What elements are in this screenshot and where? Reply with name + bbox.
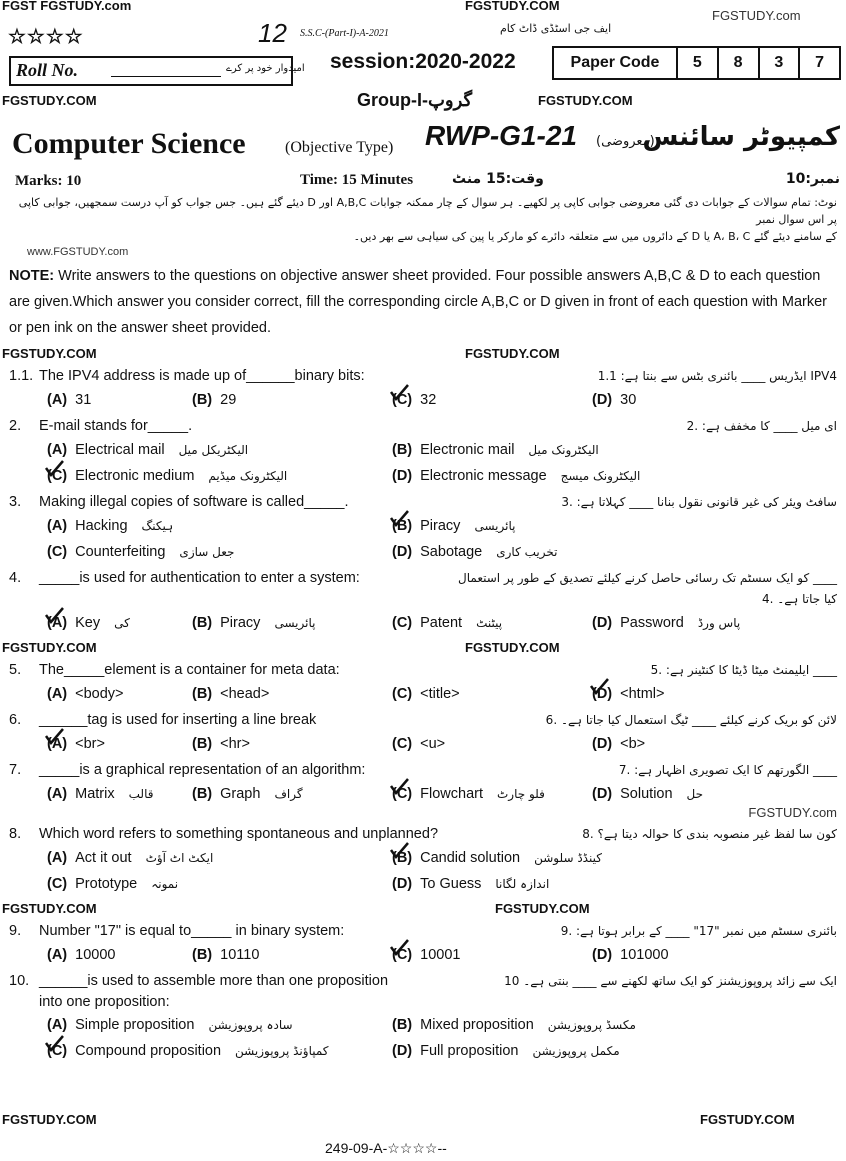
options-row xyxy=(47,610,837,636)
answer-tick-mark-icon xyxy=(388,841,410,861)
option-letter: (D) xyxy=(392,876,413,892)
question-header xyxy=(9,921,837,942)
option-a xyxy=(47,942,192,968)
option-text: Matrix xyxy=(75,786,115,802)
question-urdu: ای میل ____ کا مخفف ہے: .2 xyxy=(686,419,837,433)
option-letter: (A) xyxy=(47,736,68,752)
option-text: <u> xyxy=(420,736,446,752)
option-letter: (C) xyxy=(392,947,413,963)
option-text: 32 xyxy=(420,392,437,408)
options-row xyxy=(47,437,837,463)
answer-tick-mark-icon xyxy=(43,1034,65,1054)
option-a xyxy=(47,681,192,707)
option-letter: (D) xyxy=(592,736,613,752)
note-text: Write answers to the questions on objective answer sheet provided. Four possible answers A,B,C & D to each question are given.Which answer you consider correct, fill the corresponding circle A,B,C or D given in front of each question with Marker or pen ink on the answer sheet provided. xyxy=(9,268,828,336)
question xyxy=(9,971,837,1064)
question-number: 3. xyxy=(9,494,22,510)
question-number: 5. xyxy=(9,662,22,678)
option-letter: (D) xyxy=(392,544,413,560)
question-header xyxy=(9,710,837,731)
option-d xyxy=(392,871,837,897)
options-row xyxy=(47,731,837,757)
options-row xyxy=(47,681,837,707)
roll-number-box[interactable] xyxy=(9,56,305,86)
question-urdu: ____ الگورتھم کا ایک تصویری اظہار ہے: .7 xyxy=(618,763,837,777)
option-text: 10001 xyxy=(420,947,461,963)
question-english xyxy=(9,760,439,781)
option-text: <body> xyxy=(75,686,124,702)
option-d xyxy=(392,1038,837,1064)
option-letter: (A) xyxy=(47,615,68,631)
option-a xyxy=(47,845,392,871)
watermark: FGSTUDY.com xyxy=(712,8,801,23)
option-text: <title> xyxy=(420,686,460,702)
question-header xyxy=(9,416,837,437)
answer-tick-mark-icon xyxy=(388,938,410,958)
option-text: To Guess xyxy=(420,876,482,892)
option-c xyxy=(47,1038,392,1064)
question xyxy=(9,760,837,821)
answer-tick-mark-icon xyxy=(388,383,410,403)
option-d xyxy=(592,942,837,968)
option-c xyxy=(47,539,392,565)
options-row xyxy=(47,781,837,820)
watermark: FGSTUDY.com xyxy=(748,805,837,820)
session: session:2020-2022 xyxy=(330,50,516,73)
option-urdu: کی xyxy=(114,616,130,630)
question-urdu: لائن کو بریک کرنے کیلئے ____ ٹیگ استعمال کیا جاتا ہے۔ .6 xyxy=(545,713,837,727)
question xyxy=(9,710,837,757)
option-text: Electronic message xyxy=(420,468,547,484)
option-b xyxy=(192,731,392,757)
option-urdu: پائریسی xyxy=(474,519,516,533)
option-text: <html> xyxy=(620,686,665,702)
answer-tick-mark-icon xyxy=(588,677,610,697)
title-urdu: کمپیوٹر سائنس xyxy=(642,122,840,152)
watermark: FGSTUDY.COM xyxy=(465,346,560,361)
option-letter: (B) xyxy=(392,442,413,458)
option-text: Prototype xyxy=(75,876,138,892)
option-letter: (D) xyxy=(592,786,613,802)
option-urdu: الیکٹرونک میسج xyxy=(560,469,641,483)
option-urdu: قالب xyxy=(128,787,154,801)
option-letter: (D) xyxy=(592,686,613,702)
option-letter: (B) xyxy=(192,686,213,702)
option-letter: (B) xyxy=(392,518,413,534)
option-urdu: جعل سازی xyxy=(179,545,235,559)
option-text: Piracy xyxy=(420,518,461,534)
option-letter: (D) xyxy=(592,392,613,408)
option-letter: (D) xyxy=(392,468,413,484)
option-a xyxy=(47,1012,392,1038)
question xyxy=(9,568,837,636)
option-text: <head> xyxy=(220,686,270,702)
answer-tick-mark-icon xyxy=(43,727,65,747)
option-c xyxy=(47,871,392,897)
option-b xyxy=(192,942,392,968)
option-b xyxy=(192,681,392,707)
question-english xyxy=(9,660,439,681)
option-letter: (C) xyxy=(47,544,68,560)
options-row xyxy=(47,513,837,539)
watermark: FGSTUDY.COM xyxy=(465,0,560,13)
option-c xyxy=(392,942,592,968)
handwritten-number: 12 xyxy=(258,18,287,48)
option-a xyxy=(47,387,192,413)
option-urdu: فلو چارٹ xyxy=(497,787,545,801)
question-english xyxy=(9,824,439,845)
option-text: Key xyxy=(75,615,101,631)
option-text: <hr> xyxy=(220,736,250,752)
option-letter: (C) xyxy=(47,1043,68,1059)
answer-tick-mark-icon xyxy=(388,777,410,797)
option-text: 31 xyxy=(75,392,92,408)
option-d xyxy=(592,781,837,807)
paper-code-digit: 5 xyxy=(678,48,719,78)
note xyxy=(9,263,837,341)
option-c xyxy=(392,731,592,757)
option-letter: (C) xyxy=(392,736,413,752)
answer-tick-mark-icon xyxy=(388,509,410,529)
option-letter: (B) xyxy=(392,850,413,866)
exam-body xyxy=(2,194,837,1064)
option-d xyxy=(592,681,837,707)
options-row xyxy=(47,871,837,897)
subtitle-urdu: (معروضی) xyxy=(596,134,655,149)
question-header xyxy=(9,760,837,781)
option-a xyxy=(47,781,192,807)
option-urdu: سادہ پروپوزیشن xyxy=(208,1018,293,1032)
question xyxy=(9,366,837,413)
group: Group-I-گروپ xyxy=(357,90,473,110)
question-text: The_____element is a container for meta data: xyxy=(39,662,340,678)
answer-tick-mark-icon xyxy=(43,459,65,479)
option-letter: (C) xyxy=(392,615,413,631)
question-text: _____is a graphical representation of an algorithm: xyxy=(39,762,366,778)
option-urdu: الیکٹریکل میل xyxy=(178,443,249,457)
option-letter: (A) xyxy=(47,786,68,802)
watermark: FGSTUDY.COM xyxy=(465,640,560,655)
option-text: Hacking xyxy=(75,518,128,534)
option-letter: (C) xyxy=(47,468,68,484)
question-english xyxy=(9,416,439,437)
option-urdu: پائریسی xyxy=(274,616,316,630)
question-english xyxy=(9,366,439,387)
option-c xyxy=(392,610,592,636)
time: Time: 15 Minutes xyxy=(300,172,414,188)
watermark: FGSTUDY.COM xyxy=(2,93,97,108)
option-letter: (B) xyxy=(192,947,213,963)
question xyxy=(9,416,837,489)
question-urdu: ____ ایلیمنٹ میٹا ڈیٹا کا کنٹینر ہے: .5 xyxy=(650,663,837,677)
option-text: Patent xyxy=(420,615,463,631)
option-b xyxy=(392,437,837,463)
paper-code-box xyxy=(552,46,841,80)
option-letter: (D) xyxy=(592,947,613,963)
marks-urdu: نمبر:10 xyxy=(785,171,840,187)
question-text: Which word refers to something spontaneous and unplanned? xyxy=(39,826,439,842)
option-letter: (C) xyxy=(392,392,413,408)
question-header xyxy=(9,366,837,387)
question-header xyxy=(9,568,837,610)
note-urdu: کے سامنے دیئے گئے A، B، C یا D کے دائروں میں سے متعلقہ دائرے کو مارکر یا پین کی سیاہی سے بھر دیں۔ xyxy=(353,230,837,243)
watermark: www.FGSTUDY.com xyxy=(27,246,129,258)
option-urdu: الیکٹرونک میڈیم xyxy=(208,469,288,483)
answer-tick-mark-icon xyxy=(43,606,65,626)
option-text: Full proposition xyxy=(420,1043,519,1059)
option-urdu: کمپاؤنڈ پروپوزیشن xyxy=(235,1044,329,1058)
watermark-row xyxy=(2,900,837,918)
option-text: Password xyxy=(620,615,684,631)
options-row xyxy=(47,1038,837,1064)
option-text: Graph xyxy=(220,786,261,802)
option-urdu: ایکٹ اٹ آؤٹ xyxy=(145,851,214,865)
option-text: Mixed proposition xyxy=(420,1017,534,1033)
watermark: FGSTUDY.COM xyxy=(700,1112,795,1127)
options-row xyxy=(47,1012,837,1038)
question-english xyxy=(9,492,439,513)
option-urdu: حل xyxy=(686,787,704,801)
option-text: Candid solution xyxy=(420,850,521,866)
question-english xyxy=(9,568,439,589)
question-header xyxy=(9,492,837,513)
option-letter: (C) xyxy=(392,686,413,702)
option-text: 10000 xyxy=(75,947,116,963)
note-urdu: نوٹ: تمام سوالات کے جوابات دی گئی معروضی جوابی کاپی پر لکھیے۔ ہر سوال کے چار ممکنہ جوابات A,B,C اور D دیئے گئے ہیں۔ جس جواب کو آپ درست سمجھیں، جوابی کاپی پر اس سوال نمبر xyxy=(18,196,837,226)
option-urdu: پیٹنٹ xyxy=(476,616,503,630)
question-urdu: بائنری سسٹم میں نمبر "17" ____ کے برابر ہوتا ہے: .9 xyxy=(560,924,837,938)
roll-urdu: امیدوار خود پر کرے xyxy=(226,63,305,74)
question-urdu: ایک سے زائد پروپوزیشنز کو ایک ساتھ لکھنے سے ____ بنتی ہے۔ 10 xyxy=(504,974,837,988)
option-urdu: الیکٹرونک میل xyxy=(528,443,599,457)
option-d xyxy=(592,731,837,757)
option-letter: (B) xyxy=(192,392,213,408)
option-text: Electronic mail xyxy=(420,442,515,458)
subject-title: Computer Science xyxy=(12,127,246,160)
option-text: Counterfeiting xyxy=(75,544,166,560)
option-a xyxy=(47,731,192,757)
options-row xyxy=(47,539,837,565)
option-letter: (B) xyxy=(192,736,213,752)
question-number: 2. xyxy=(9,418,22,434)
option-b xyxy=(392,845,837,871)
question-number: 8. xyxy=(9,826,22,842)
question-header xyxy=(9,824,837,845)
option-b xyxy=(192,781,392,807)
question-number: 6. xyxy=(9,712,22,728)
option-urdu: تخریب کاری xyxy=(496,545,558,559)
option-urdu: ہیکنگ xyxy=(141,519,174,533)
option-b xyxy=(392,513,837,539)
option-text: Flowchart xyxy=(420,786,483,802)
option-urdu: اندازہ لگانا xyxy=(495,877,550,891)
question-english xyxy=(9,971,439,992)
option-text: 10110 xyxy=(220,947,260,963)
question-text-continued: into one proposition: xyxy=(39,994,170,1010)
option-letter: (A) xyxy=(47,850,68,866)
question-text: Making illegal copies of software is called_____. xyxy=(39,494,349,510)
option-text: Simple proposition xyxy=(75,1017,195,1033)
option-d xyxy=(392,539,837,565)
question-text: ______is used to assemble more than one proposition xyxy=(39,973,389,989)
option-b xyxy=(392,1012,837,1038)
option-letter: (D) xyxy=(592,615,613,631)
option-text: Act it out xyxy=(75,850,132,866)
option-text: Solution xyxy=(620,786,673,802)
option-letter: (A) xyxy=(47,392,68,408)
time-urdu: وقت:15 منٹ xyxy=(452,171,544,187)
option-urdu: گراف xyxy=(274,787,303,801)
option-text: Compound proposition xyxy=(75,1043,222,1059)
question-text: E-mail stands for_____. xyxy=(39,418,193,434)
option-c xyxy=(392,387,592,413)
paper-code-digit: 8 xyxy=(719,48,760,78)
option-letter: (B) xyxy=(192,786,213,802)
option-text: Electronic medium xyxy=(75,468,195,484)
option-text: Electrical mail xyxy=(75,442,165,458)
question-text: Number "17" is equal to_____ in binary system: xyxy=(39,923,345,939)
question-urdu: ____ کو ایک سسٹم تک رسائی حاصل کرنے کیلئے تصدیق کے طور پر استعمال کیا جاتا ہے۔ .4 xyxy=(458,571,837,606)
option-letter: (B) xyxy=(192,615,213,631)
option-d xyxy=(592,610,837,636)
watermark: FGSTUDY.COM xyxy=(2,346,97,361)
options-row xyxy=(47,942,837,968)
option-urdu: پاس ورڈ xyxy=(697,616,741,630)
option-urdu: مکسڈ پروپوزیشن xyxy=(547,1018,636,1032)
question-list xyxy=(2,366,837,1064)
question xyxy=(9,492,837,565)
option-c xyxy=(392,681,592,707)
option-b xyxy=(192,610,392,636)
exam-name: S.S.C-(Part-I)-A-2021 xyxy=(300,28,389,39)
option-letter: (A) xyxy=(47,947,68,963)
option-text: 101000 xyxy=(620,947,669,963)
paper-code-label: Paper Code xyxy=(554,48,678,78)
option-letter: (C) xyxy=(47,876,68,892)
question-text: ______tag is used for inserting a line break xyxy=(39,712,317,728)
watermark: FGSTUDY.COM xyxy=(2,1112,97,1127)
option-c xyxy=(392,781,592,807)
question-urdu: کون سا لفظ غیر منصوبہ بندی کا حوالہ دیتا ہے؟ .8 xyxy=(582,827,837,841)
option-letter: (C) xyxy=(392,786,413,802)
watermark: FGST FGSTUDY.com xyxy=(2,0,132,13)
question-header xyxy=(9,971,837,992)
option-text: Piracy xyxy=(220,615,261,631)
watermark: FGSTUDY.COM xyxy=(495,901,590,916)
option-a xyxy=(47,610,192,636)
marks: Marks: 10 xyxy=(15,173,82,189)
question-english xyxy=(9,921,439,942)
paper-code-digit: 7 xyxy=(815,54,825,71)
question-urdu: سافٹ ویئر کی غیر قانونی نقول بنانا ____ کہلاتا ہے: .3 xyxy=(561,495,837,509)
subject-subtitle: (Objective Type) xyxy=(285,139,394,156)
question-text: The IPV4 address is made up of______binary bits: xyxy=(39,368,365,384)
question-number: 1.1. xyxy=(9,368,34,384)
option-d xyxy=(392,463,837,489)
option-urdu: نمونہ xyxy=(151,877,179,891)
option-b xyxy=(192,387,392,413)
stars: ☆☆☆☆ xyxy=(8,26,84,48)
options-row xyxy=(47,387,837,413)
question xyxy=(9,824,837,897)
option-text: 29 xyxy=(220,392,237,408)
note-label: NOTE: xyxy=(9,268,55,284)
question xyxy=(9,921,837,968)
question-number: 10. xyxy=(9,973,30,989)
question xyxy=(9,660,837,707)
roll-label: Roll No. xyxy=(16,60,79,80)
handwritten-code: RWP-G1-21 xyxy=(425,120,577,151)
option-text: <br> xyxy=(75,736,105,752)
options-row xyxy=(47,845,837,871)
paper-code-digit: 3 xyxy=(760,48,801,78)
option-urdu: مکمل پروپوزیشن xyxy=(532,1044,620,1058)
option-letter: (A) xyxy=(47,686,68,702)
question-text: _____is used for authentication to enter a system: xyxy=(39,570,360,586)
option-a xyxy=(47,513,392,539)
question-number: 9. xyxy=(9,923,22,939)
option-letter: (A) xyxy=(47,1017,68,1033)
question-english xyxy=(9,710,439,731)
option-letter: (D) xyxy=(392,1043,413,1059)
watermark: FGSTUDY.COM xyxy=(538,93,633,108)
option-a xyxy=(47,437,392,463)
question-header xyxy=(9,660,837,681)
option-letter: (B) xyxy=(392,1017,413,1033)
option-c xyxy=(47,463,392,489)
option-text: <b> xyxy=(620,736,646,752)
options-row xyxy=(47,463,837,489)
watermark-row xyxy=(2,639,837,657)
option-d xyxy=(592,387,837,413)
option-text: Sabotage xyxy=(420,544,483,560)
watermark: FGSTUDY.COM xyxy=(2,640,97,655)
question-urdu: IPV4 ایڈریس ____ بائنری بٹس سے بنتا ہے: 1.1 xyxy=(597,369,837,383)
watermark: FGSTUDY.COM xyxy=(2,901,97,916)
question-number: 7. xyxy=(9,762,22,778)
exam-name-urdu: ایف جی اسٹڈی ڈاٹ کام xyxy=(500,22,612,35)
option-letter: (A) xyxy=(47,442,68,458)
question-number: 4. xyxy=(9,570,22,586)
option-urdu: کینڈڈ سلوشن xyxy=(534,851,602,865)
footer-code: 249-09-A-☆☆☆☆-- xyxy=(325,1140,447,1156)
option-letter: (A) xyxy=(47,518,68,534)
option-text: 30 xyxy=(620,392,637,408)
